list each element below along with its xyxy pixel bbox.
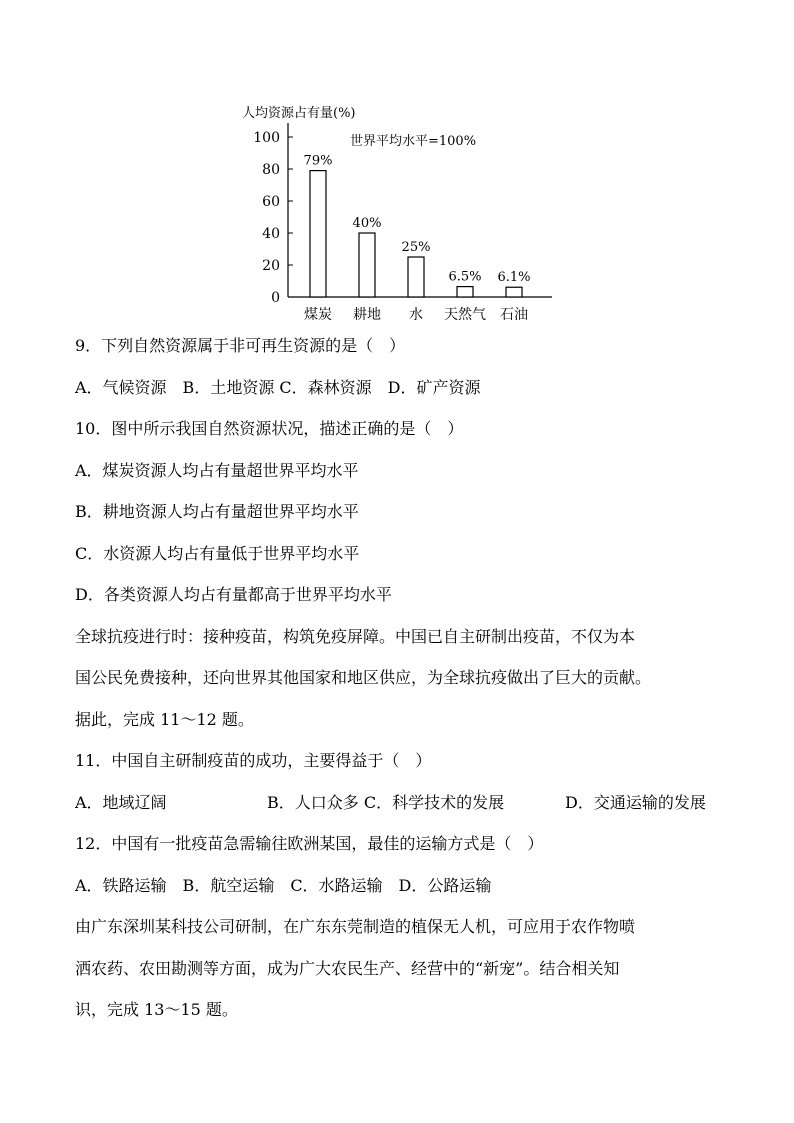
bar-value-label: 6.1% xyxy=(497,270,531,286)
x-tick-labels xyxy=(304,306,528,323)
bar-value-label: 79% xyxy=(303,153,333,169)
x-tick-label: 煤炭 xyxy=(304,307,332,323)
x-tick-label: 耕地 xyxy=(353,307,381,323)
passage2-line3: 识，完成 13～15 题。 xyxy=(75,1000,238,1019)
q10-option-d: D．各类资源人均占有量都高于世界平均水平 xyxy=(75,585,392,604)
y-tick-label: 40 xyxy=(262,226,280,242)
q10-option-c: C．水资源人均占有量低于世界平均水平 xyxy=(75,544,360,563)
resource-bar-chart xyxy=(230,95,570,330)
bar-value-label: 6.5% xyxy=(448,269,482,285)
q11-option-d: D．交通运输的发展 xyxy=(565,793,706,812)
q11-option-a: A．地域辽阔 xyxy=(75,793,167,812)
q12-options: A．铁路运输 B．航空运输 C．水路运输 D．公路运输 xyxy=(75,876,492,895)
passage2-line1: 由广东深圳某科技公司研制，在广东东莞制造的植保无人机，可应用于农作物喷 xyxy=(75,917,636,936)
bar xyxy=(457,287,473,297)
x-tick-label: 水 xyxy=(409,307,423,323)
q9-options: A．气候资源 B．土地资源 C．森林资源 D．矿产资源 xyxy=(75,378,481,397)
q11-stem: 11．中国自主研制疫苗的成功，主要得益于（ ） xyxy=(75,751,432,770)
chart-ylabel: 人均资源占有量(%) xyxy=(242,106,356,121)
bar xyxy=(310,171,326,297)
passage2-line2: 洒农药、农田勘测等方面，成为广大农民生产、经营中的“新宠”。结合相关知 xyxy=(75,959,620,978)
bar xyxy=(359,233,375,297)
bar xyxy=(408,257,424,297)
passage1-line3: 据此，完成 11～12 题。 xyxy=(75,710,254,729)
y-tick-label: 60 xyxy=(262,194,280,210)
bars xyxy=(304,154,531,297)
passage1-line1: 全球抗疫进行时：接种疫苗，构筑免疫屏障。中国已自主研制出疫苗，不仅为本 xyxy=(75,627,636,646)
bar-value-label: 40% xyxy=(352,216,382,231)
bar-value-label: 25% xyxy=(401,240,431,255)
q11-option-bc: B．人口众多 C．科学技术的发展 xyxy=(267,793,505,812)
q10-option-a: A．煤炭资源人均占有量超世界平均水平 xyxy=(75,461,359,480)
x-tick-label: 石油 xyxy=(500,307,528,323)
q9-stem: 9．下列自然资源属于非可再生资源的是（ ） xyxy=(75,336,406,355)
q10-stem: 10．图中所示我国自然资源状况，描述正确的是（ ） xyxy=(75,419,464,438)
y-ticks xyxy=(253,130,293,306)
y-tick-label: 0 xyxy=(271,290,280,306)
y-tick-label: 20 xyxy=(262,258,280,274)
y-tick-label: 100 xyxy=(253,130,280,146)
q12-stem: 12．中国有一批疫苗急需输往欧洲某国，最佳的运输方式是（ ） xyxy=(75,834,544,853)
passage1-line2: 国公民免费接种，还向世界其他国家和地区供应，为全球抗疫做出了巨大的贡献。 xyxy=(75,668,652,687)
q10-option-b: B．耕地资源人均占有量超世界平均水平 xyxy=(75,502,359,521)
x-tick-label: 天然气 xyxy=(444,307,486,323)
y-tick-label: 80 xyxy=(262,162,280,178)
chart-annotation: 世界平均水平=100% xyxy=(350,134,477,149)
bar xyxy=(506,287,522,297)
